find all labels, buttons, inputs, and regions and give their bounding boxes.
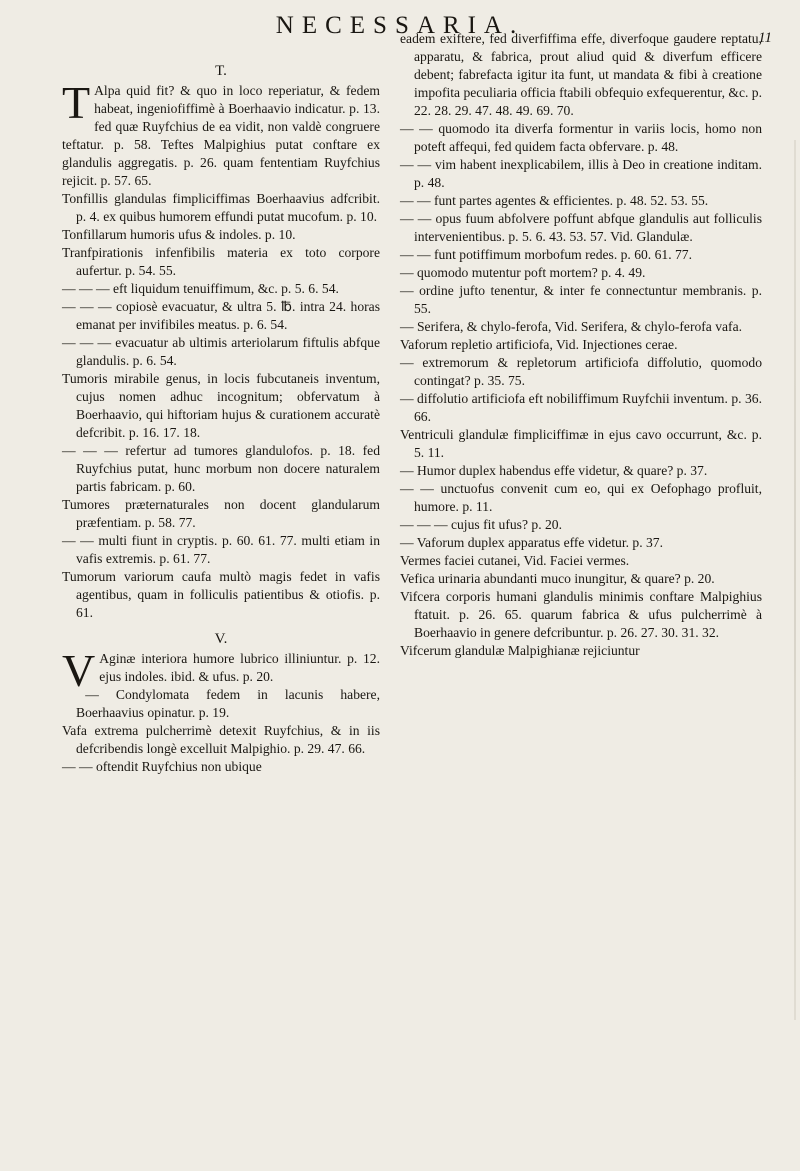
- index-entry: Tumores præternaturales non docent glandularum præfentiam. p. 58. 77.: [62, 497, 380, 530]
- index-entry: — — — copiosè evacuatur, & ultra 5. ℔. intra 24. horas emanat per invifibiles meatus. p. 6. 54.: [62, 299, 380, 332]
- index-entry: Vifcera corporis humani glandulis minimis conftare Malpighius ftatuit. p. 26. 65. quarum fabrica & ufus pulcherrimè à Boerhaavio in genere defcribuntur. p. 26. 27. 30. 31. 32.: [400, 589, 762, 640]
- drop-cap: T: [62, 77, 91, 128]
- index-entry: V Aginæ interiora humore lubrico illiniuntur. p. 12. ejus indoles. ibid. & ufus. p. 20.: [62, 645, 380, 696]
- index-entry: — — funt partes agentes & efficientes. p. 48. 52. 53. 55.: [400, 193, 709, 208]
- index-entry: Ventriculi glandulæ fimpliciffimæ in ejus cavo occurrunt, &c. p. 5. 11.: [400, 427, 762, 460]
- index-entry: — ordine jufto tenentur, & inter fe connectuntur membranis. p. 55.: [400, 283, 762, 316]
- index-entry: — — unctuofus convenit cum eo, qui ex Oefophago profluit, humore. p. 11.: [400, 481, 762, 514]
- index-entry: — — quomodo ita diverfa formentur in variis locis, homo non poteft affequi, fed quidem facta obfervare. p. 48.: [400, 121, 762, 154]
- index-entry: — — — cujus fit ufus? p. 20.: [400, 517, 562, 532]
- index-entry: Tonfillarum humoris ufus & indoles. p. 10.: [62, 227, 296, 242]
- index-entry: Vafa extrema pulcherrimè detexit Ruyfchius, & in iis defcribendis longè excelluit Malpighio. p. 29. 47. 66.: [62, 723, 380, 756]
- section-heading-v: V.: [214, 631, 228, 647]
- index-entry: Vifcerum glandulæ Malpighianæ rejiciuntur: [400, 643, 640, 658]
- index-entry: — — — eft liquidum tenuiffimum, &c. p. 5. 6. 54.: [62, 281, 339, 296]
- index-entry: — — oftendit Ruyfchius non ubique: [62, 759, 262, 774]
- index-entry: — — funt potiffimum morbofum redes. p. 60. 61. 77.: [400, 247, 692, 262]
- right-column: [400, 30, 762, 660]
- index-entry: — extremorum & repletorum artificiofa diffolutio, quomodo contingat? p. 35. 75.: [400, 355, 762, 388]
- left-column: [62, 54, 380, 776]
- index-entry: Tonfillis glandulas fimpliciffimas Boerhaavius adfcribit. p. 4. ex quibus humorem effundi putat mucofum. p. 10.: [62, 191, 380, 224]
- index-entry: — — opus fuum abfolvere poffunt abfque glandulis aut folliculis intervenientibus. p. 5. 6. 43. 53. 57. Vid. Glandulæ.: [400, 211, 762, 244]
- index-entry: — — — refertur ad tumores glandulofos. p. 18. fed Ruyfchius putat, hunc morbum non docere naturalem partis fabricam. p. 60.: [62, 443, 380, 494]
- drop-cap: V: [62, 645, 96, 696]
- index-entry: — — multi fiunt in cryptis. p. 60. 61. 77. multi etiam in vafis extremis. p. 61. 77.: [62, 533, 380, 566]
- index-entry: — Serifera, & chylo-ferofa, Vid. Serifera, & chylo-ferofa vafa.: [400, 319, 743, 334]
- index-entry: — Condylomata fedem in lacunis habere, Boerhaavius opinatur. p. 19.: [76, 687, 380, 720]
- index-entry: — diffolutio artificiofa eft nobiliffimum Ruyfchii inventum. p. 36. 66.: [400, 391, 762, 424]
- index-entry: Vaforum repletio artificiofa, Vid. Injectiones cerae.: [400, 337, 678, 352]
- running-head: NECESSARIA.: [275, 12, 525, 39]
- index-entry: — Vaforum duplex apparatus effe videtur. p. 37.: [400, 535, 663, 550]
- index-entry: Vefica urinaria abundanti muco inungitur, & quare? p. 20.: [400, 571, 715, 586]
- index-entry: — Humor duplex habendus effe videtur, & quare? p. 37.: [400, 463, 708, 478]
- index-entry: — — — evacuatur ab ultimis arteriolarum fiftulis abfque glandulis. p. 6. 54.: [62, 335, 380, 368]
- index-entry: eadem exiftere, fed diverfiffima effe, diverfoque gaudere reptatu, apparatu, & fabrica, prout aliud quid & diverfum efficere debent; fabrefacta igitur ita funt, ut mandata & fibi à creatione impofita peculiaria officia ftabili obfequio exfequerentur, &c. p. 22. 28. 29. 47. 48. 49. 69. 70.: [400, 31, 762, 118]
- index-entry: — quomodo mutentur poft mortem? p. 4. 49.: [400, 265, 646, 280]
- index-entry: T Alpa quid fit? & quo in loco reperiatur, & fedem habeat, ingeniofiffimè à Boerhaavio indicatur. p. 13. fed quæ Ruyfchius de ea vidit, non valdè congruere teftatur. p. 58. Teftes Malpighius putat conftare ex glandulis aggregatis. p. 26. quam fententiam Ruyfchius rejicit. p. 57. 65.: [62, 77, 380, 188]
- index-entry: Tranfpirationis infenfibilis materia ex toto corpore aufertur. p. 54. 55.: [62, 245, 380, 278]
- index-entry: Vermes faciei cutanei, Vid. Faciei vermes.: [400, 553, 630, 568]
- page-edge-shadow: [794, 140, 796, 1020]
- index-entry: Tumorum variorum caufa multò magis fedet in vafis agentibus, quam in folliculis patientibus & otiofis. p. 61.: [62, 569, 380, 620]
- index-entry: Tumoris mirabile genus, in locis fubcutaneis inventum, cujus nomen adhuc incognitum; obfervatum à Boerhaavio, qui hiftoriam hujus & curationem accuratè defcribit. p. 16. 17. 18.: [62, 371, 380, 440]
- section-heading-t: T.: [215, 63, 227, 79]
- page-number: 11: [758, 30, 772, 46]
- index-entry: — — vim habent inexplicabilem, illis à Deo in creatione inditam. p. 48.: [400, 157, 762, 190]
